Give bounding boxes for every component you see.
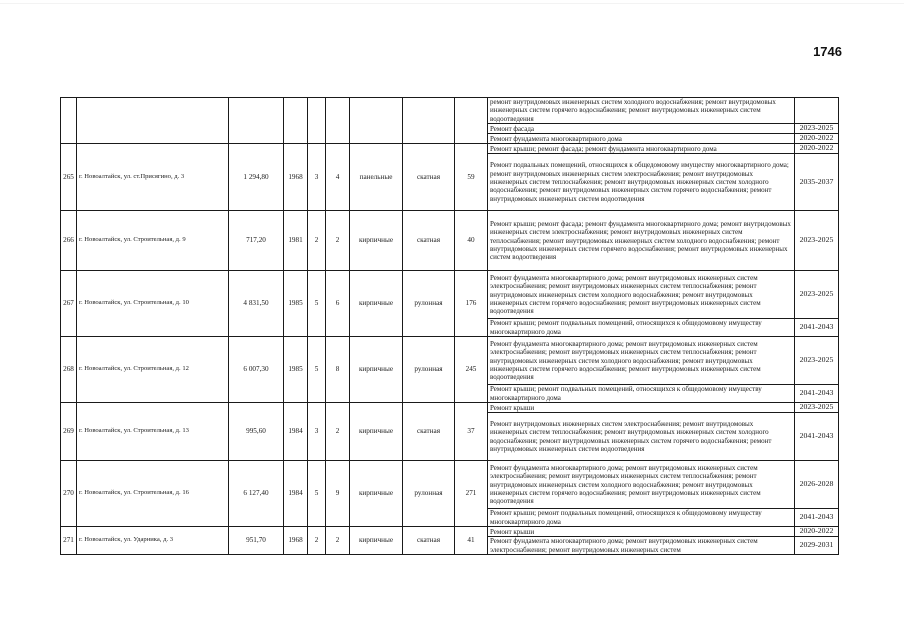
capital-repair-table (60, 97, 839, 555)
row-entrances: 2 (326, 527, 350, 555)
table-row (61, 527, 839, 537)
row-area: 6 127,40 (229, 461, 284, 527)
repair-period-cell: 2023-2025 (795, 124, 839, 134)
row-floors: 5 (308, 461, 326, 527)
row-floors: 5 (308, 337, 326, 403)
row-year: 1985 (284, 271, 308, 337)
row-address: г. Новоалтайск, ул. ст.Присягино, д. 3 (77, 144, 229, 211)
repair-period-cell: 2029-2031 (795, 537, 839, 555)
row-apartments: 176 (455, 271, 488, 337)
row-wall-material: кирпичные (350, 527, 403, 555)
repair-period-cell: 2020-2022 (795, 144, 839, 154)
row-year (284, 98, 308, 144)
row-area: 951,70 (229, 527, 284, 555)
row-roof-type: скатная (403, 144, 455, 211)
table-row (61, 337, 839, 385)
row-number: 271 (61, 527, 77, 555)
repair-period-cell: 2041-2043 (795, 385, 839, 403)
row-apartments: 41 (455, 527, 488, 555)
repair-works-cell: Ремонт крыши; ремонт подвальных помещений, относящихся к общедомовому имуществу многоквартирного дома (488, 319, 795, 337)
row-roof-type (403, 98, 455, 144)
row-roof-type: рулонная (403, 337, 455, 403)
repair-works-cell: Ремонт крыши (488, 527, 795, 537)
row-roof-type: скатная (403, 211, 455, 271)
repair-works-cell: Ремонт фасада (488, 124, 795, 134)
row-floors: 2 (308, 211, 326, 271)
page-number: 1746 (813, 44, 842, 59)
table-row (61, 271, 839, 319)
table-row (61, 461, 839, 509)
row-floors: 3 (308, 403, 326, 461)
repair-works-cell: Ремонт крыши; ремонт фасада; ремонт фундамента многоквартирного дома; ремонт внутридомовых инженерных систем электроснабжения; ремонт внутридомовых инженерных систем теплоснабжения; ремонт внутридомовых инженерных систем холодного водоснабжения; ремонт внутридомовых инженерных систем горячего водоснабжения; ремонт внутридомовых инженерных систем водоотведения (488, 211, 795, 271)
repair-works-cell: Ремонт фундамента многоквартирного дома; ремонт внутридомовых инженерных систем электроснабжения; ремонт внутридомовых инженерных систем теплоснабжения; ремонт внутридомовых инженерных систем холодного водоснабжения; ремонт внутридомовых инженерных систем горячего водоснабжения; ремонт внутридомовых инженерных систем водоотведения (488, 271, 795, 319)
row-roof-type: скатная (403, 527, 455, 555)
row-apartments: 271 (455, 461, 488, 527)
repair-works-cell: Ремонт фундамента многоквартирного дома (488, 134, 795, 144)
row-wall-material: кирпичные (350, 211, 403, 271)
row-area: 6 007,30 (229, 337, 284, 403)
table-row (61, 144, 839, 154)
repair-works-cell: Ремонт крыши (488, 403, 795, 413)
row-roof-type: рулонная (403, 461, 455, 527)
repair-period-cell: 2023-2025 (795, 403, 839, 413)
row-year: 1968 (284, 144, 308, 211)
row-wall-material: кирпичные (350, 271, 403, 337)
row-area: 717,20 (229, 211, 284, 271)
scan-edge-line (0, 3, 904, 4)
row-address (77, 98, 229, 144)
row-address: г. Новоалтайск, ул. Строительная, д. 10 (77, 271, 229, 337)
row-entrances (326, 98, 350, 144)
row-wall-material: кирпичные (350, 461, 403, 527)
repair-period-cell: 2041-2043 (795, 413, 839, 461)
repair-period-cell: 2035-2037 (795, 154, 839, 211)
row-year: 1984 (284, 461, 308, 527)
row-area (229, 98, 284, 144)
repair-works-cell: Ремонт крыши; ремонт подвальных помещений, относящихся к общедомовому имуществу многоквартирного дома (488, 509, 795, 527)
repair-works-cell: Ремонт фундамента многоквартирного дома; ремонт внутридомовых инженерных систем электроснабжения; ремонт внутридомовых инженерных систем (488, 537, 795, 555)
repair-period-cell: 2020-2022 (795, 134, 839, 144)
row-floors: 3 (308, 144, 326, 211)
row-entrances: 4 (326, 144, 350, 211)
row-area: 995,60 (229, 403, 284, 461)
row-floors (308, 98, 326, 144)
table-row (61, 211, 839, 271)
row-number: 265 (61, 144, 77, 211)
repair-period-cell: 2023-2025 (795, 337, 839, 385)
repair-period-cell: 2023-2025 (795, 271, 839, 319)
table-row (61, 403, 839, 413)
row-entrances: 2 (326, 211, 350, 271)
repair-works-cell: ремонт внутридомовых инженерных систем холодного водоснабжения; ремонт внутридомовых инженерных систем горячего водоснабжения; ремонт внутридомовых инженерных систем водоотведения (488, 98, 795, 124)
row-number: 268 (61, 337, 77, 403)
repair-works-cell: Ремонт крыши; ремонт подвальных помещений, относящихся к общедомовому имуществу многоквартирного дома (488, 385, 795, 403)
row-number: 267 (61, 271, 77, 337)
row-address: г. Новоалтайск, ул. Строительная, д. 16 (77, 461, 229, 527)
repair-period-cell (795, 98, 839, 124)
repair-works-cell: Ремонт крыши; ремонт фасада; ремонт фундамента многоквартирного дома (488, 144, 795, 154)
row-year: 1981 (284, 211, 308, 271)
row-apartments (455, 98, 488, 144)
row-entrances: 8 (326, 337, 350, 403)
table-row (61, 98, 839, 124)
row-roof-type: рулонная (403, 271, 455, 337)
repair-period-cell: 2026-2028 (795, 461, 839, 509)
row-apartments: 37 (455, 403, 488, 461)
repair-period-cell: 2023-2025 (795, 211, 839, 271)
row-entrances: 6 (326, 271, 350, 337)
repair-period-cell: 2041-2043 (795, 319, 839, 337)
row-address: г. Новоалтайск, ул. Строительная, д. 9 (77, 211, 229, 271)
row-number (61, 98, 77, 144)
row-address: г. Новоалтайск, ул. Ударника, д. 3 (77, 527, 229, 555)
row-floors: 5 (308, 271, 326, 337)
repair-works-cell: Ремонт внутридомовых инженерных систем электроснабжения; ремонт внутридомовых инженерных систем теплоснабжения; ремонт внутридомовых инженерных систем холодного водоснабжения; ремонт внутридомовых инженерных систем горячего водоснабжения; ремонт внутридомовых инженерных систем водоотведения (488, 413, 795, 461)
repair-period-cell: 2041-2043 (795, 509, 839, 527)
row-year: 1984 (284, 403, 308, 461)
row-apartments: 245 (455, 337, 488, 403)
row-apartments: 40 (455, 211, 488, 271)
row-number: 269 (61, 403, 77, 461)
row-wall-material (350, 98, 403, 144)
repair-period-cell: 2020-2022 (795, 527, 839, 537)
row-number: 266 (61, 211, 77, 271)
repair-works-cell: Ремонт фундамента многоквартирного дома; ремонт внутридомовых инженерных систем электроснабжения; ремонт внутридомовых инженерных систем теплоснабжения; ремонт внутридомовых инженерных систем холодного водоснабжения; ремонт внутридомовых инженерных систем горячего водоснабжения; ремонт внутридомовых инженерных систем водоотведения (488, 337, 795, 385)
row-floors: 2 (308, 527, 326, 555)
row-area: 1 294,80 (229, 144, 284, 211)
row-wall-material: панельные (350, 144, 403, 211)
row-area: 4 831,50 (229, 271, 284, 337)
row-year: 1985 (284, 337, 308, 403)
row-address: г. Новоалтайск, ул. Строительная, д. 12 (77, 337, 229, 403)
table-body (61, 98, 839, 555)
row-number: 270 (61, 461, 77, 527)
repair-works-cell: Ремонт подвальных помещений, относящихся к общедомовому имуществу многоквартирного дома; ремонт внутридомовых инженерных систем электроснабжения; ремонт внутридомовых инженерных систем теплоснабжения; ремонт внутридомовых инженерных систем холодного водоснабжения; ремонт внутридомовых инженерных систем горячего водоснабжения; ремонт внутридомовых инженерных систем водоотведения (488, 154, 795, 211)
repair-works-cell: Ремонт фундамента многоквартирного дома; ремонт внутридомовых инженерных систем электроснабжения; ремонт внутридомовых инженерных систем теплоснабжения; ремонт внутридомовых инженерных систем холодного водоснабжения; ремонт внутридомовых инженерных систем горячего водоснабжения; ремонт внутридомовых инженерных систем водоотведения (488, 461, 795, 509)
row-entrances: 2 (326, 403, 350, 461)
row-roof-type: скатная (403, 403, 455, 461)
row-wall-material: кирпичные (350, 403, 403, 461)
row-wall-material: кирпичные (350, 337, 403, 403)
row-year: 1968 (284, 527, 308, 555)
row-apartments: 59 (455, 144, 488, 211)
row-address: г. Новоалтайск, ул. Строительная, д. 13 (77, 403, 229, 461)
row-entrances: 9 (326, 461, 350, 527)
